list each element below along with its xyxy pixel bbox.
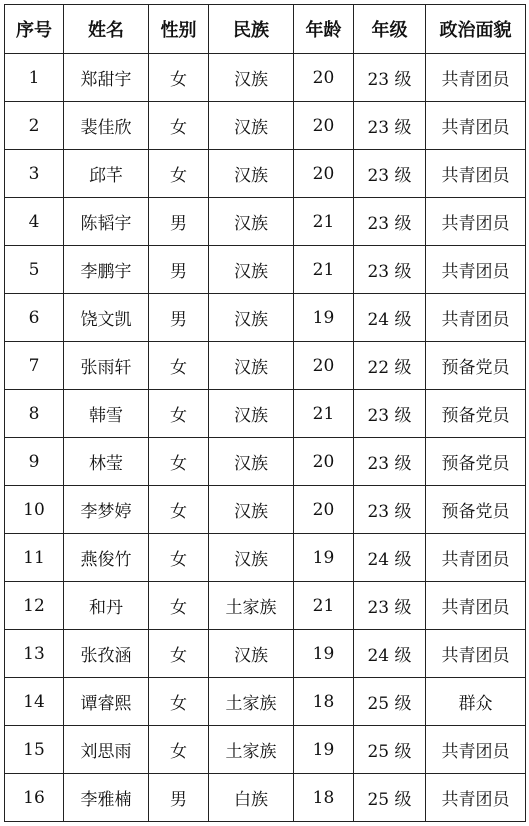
cell-index: 2 [5,102,64,150]
cell-gender: 女 [149,390,209,438]
header-ethnicity: 民族 [209,5,294,54]
table-row [5,102,526,150]
table-row [5,438,526,486]
cell-age: 20 [294,54,354,102]
cell-gender: 女 [149,630,209,678]
cell-political-status: 共青团员 [426,102,526,150]
cell-index: 4 [5,198,64,246]
cell-name: 张雨轩 [64,342,149,390]
cell-political-status: 共青团员 [426,774,526,822]
cell-political-status: 共青团员 [426,150,526,198]
table-row [5,246,526,294]
header-grade: 年级 [354,5,426,54]
cell-gender: 女 [149,102,209,150]
cell-grade: 25 级 [354,678,426,726]
cell-name: 郑甜宇 [64,54,149,102]
table-row [5,294,526,342]
cell-name: 李梦婷 [64,486,149,534]
cell-name: 燕俊竹 [64,534,149,582]
cell-gender: 女 [149,678,209,726]
cell-age: 18 [294,774,354,822]
cell-political-status: 预备党员 [426,342,526,390]
cell-index: 12 [5,582,64,630]
cell-name: 邱芊 [64,150,149,198]
cell-grade: 22 级 [354,342,426,390]
table-row [5,582,526,630]
cell-ethnicity: 汉族 [209,150,294,198]
cell-ethnicity: 汉族 [209,294,294,342]
cell-political-status: 共青团员 [426,630,526,678]
cell-name: 饶文凯 [64,294,149,342]
cell-age: 21 [294,582,354,630]
cell-age: 20 [294,486,354,534]
cell-name: 刘思雨 [64,726,149,774]
cell-name: 林莹 [64,438,149,486]
cell-gender: 女 [149,534,209,582]
cell-name: 韩雪 [64,390,149,438]
cell-name: 李鹏宇 [64,246,149,294]
member-table [4,4,526,822]
cell-gender: 女 [149,726,209,774]
cell-grade: 23 级 [354,102,426,150]
cell-gender: 男 [149,198,209,246]
cell-ethnicity: 汉族 [209,534,294,582]
cell-index: 1 [5,54,64,102]
table-row [5,198,526,246]
cell-gender: 女 [149,342,209,390]
cell-political-status: 共青团员 [426,246,526,294]
table-row [5,630,526,678]
cell-age: 19 [294,726,354,774]
cell-age: 19 [294,294,354,342]
cell-grade: 23 级 [354,390,426,438]
cell-name: 谭睿熙 [64,678,149,726]
cell-ethnicity: 白族 [209,774,294,822]
cell-ethnicity: 土家族 [209,678,294,726]
cell-index: 11 [5,534,64,582]
cell-gender: 女 [149,54,209,102]
cell-political-status: 共青团员 [426,726,526,774]
table-row [5,54,526,102]
cell-index: 14 [5,678,64,726]
cell-gender: 男 [149,246,209,294]
table-row [5,726,526,774]
cell-grade: 23 级 [354,198,426,246]
cell-index: 13 [5,630,64,678]
cell-age: 19 [294,534,354,582]
cell-ethnicity: 土家族 [209,582,294,630]
cell-index: 15 [5,726,64,774]
cell-age: 21 [294,246,354,294]
cell-political-status: 预备党员 [426,438,526,486]
table-row [5,150,526,198]
cell-political-status: 共青团员 [426,534,526,582]
cell-age: 20 [294,102,354,150]
cell-name: 李雅楠 [64,774,149,822]
cell-grade: 23 级 [354,246,426,294]
cell-gender: 女 [149,582,209,630]
cell-grade: 24 级 [354,534,426,582]
member-table-container [4,4,525,822]
cell-age: 21 [294,198,354,246]
cell-political-status: 共青团员 [426,54,526,102]
cell-name: 裴佳欣 [64,102,149,150]
table-row [5,486,526,534]
cell-ethnicity: 汉族 [209,102,294,150]
cell-grade: 25 级 [354,774,426,822]
cell-gender: 男 [149,774,209,822]
header-age: 年龄 [294,5,354,54]
cell-index: 8 [5,390,64,438]
table-row [5,342,526,390]
cell-gender: 男 [149,294,209,342]
cell-grade: 23 级 [354,438,426,486]
cell-ethnicity: 汉族 [209,630,294,678]
cell-ethnicity: 汉族 [209,486,294,534]
cell-index: 16 [5,774,64,822]
cell-index: 7 [5,342,64,390]
cell-ethnicity: 土家族 [209,726,294,774]
table-row [5,534,526,582]
cell-grade: 23 级 [354,582,426,630]
cell-age: 18 [294,678,354,726]
cell-age: 20 [294,150,354,198]
cell-name: 张孜涵 [64,630,149,678]
cell-ethnicity: 汉族 [209,342,294,390]
cell-political-status: 群众 [426,678,526,726]
table-row [5,774,526,822]
header-political-status: 政治面貌 [426,5,526,54]
cell-grade: 23 级 [354,486,426,534]
cell-grade: 25 级 [354,726,426,774]
table-header-row [5,5,526,54]
cell-index: 6 [5,294,64,342]
cell-age: 21 [294,390,354,438]
table-body [5,54,526,822]
cell-ethnicity: 汉族 [209,438,294,486]
cell-gender: 女 [149,150,209,198]
cell-political-status: 共青团员 [426,198,526,246]
table-row [5,390,526,438]
header-index: 序号 [5,5,64,54]
cell-ethnicity: 汉族 [209,390,294,438]
cell-political-status: 共青团员 [426,582,526,630]
cell-age: 19 [294,630,354,678]
cell-index: 10 [5,486,64,534]
cell-grade: 23 级 [354,54,426,102]
cell-name: 和丹 [64,582,149,630]
cell-gender: 女 [149,486,209,534]
cell-name: 陈韬宇 [64,198,149,246]
cell-political-status: 预备党员 [426,390,526,438]
cell-index: 5 [5,246,64,294]
header-gender: 性别 [149,5,209,54]
cell-grade: 24 级 [354,294,426,342]
cell-ethnicity: 汉族 [209,54,294,102]
table-row [5,678,526,726]
cell-index: 3 [5,150,64,198]
cell-gender: 女 [149,438,209,486]
cell-grade: 23 级 [354,150,426,198]
cell-age: 20 [294,438,354,486]
header-name: 姓名 [64,5,149,54]
cell-ethnicity: 汉族 [209,246,294,294]
cell-age: 20 [294,342,354,390]
cell-political-status: 预备党员 [426,486,526,534]
cell-index: 9 [5,438,64,486]
cell-political-status: 共青团员 [426,294,526,342]
cell-grade: 24 级 [354,630,426,678]
cell-ethnicity: 汉族 [209,198,294,246]
